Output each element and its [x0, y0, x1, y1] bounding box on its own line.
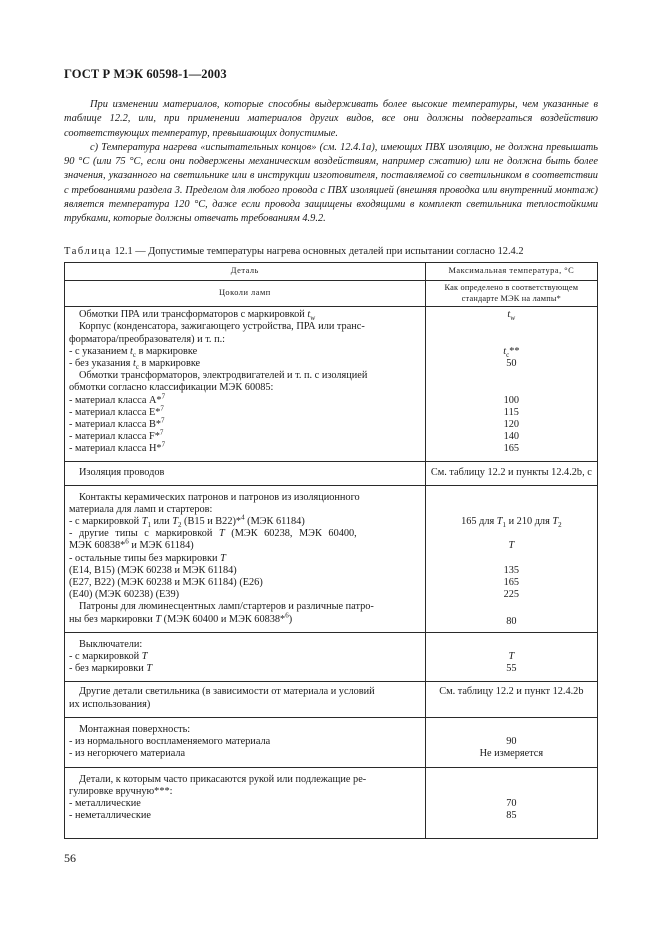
value-line: 70	[506, 797, 517, 809]
value-line: 165 для $T_1$ и 210 для $T_2$	[461, 516, 562, 530]
value-line	[430, 382, 593, 394]
value-line	[430, 601, 593, 613]
value-line: См. таблицу 12.2 и пункт 12.4.2b	[439, 686, 584, 698]
section-windings-part	[65, 307, 426, 462]
part-line: материала для ламп и стартеров:	[69, 503, 213, 515]
value-line	[430, 774, 593, 786]
value-line	[430, 553, 593, 565]
section-touched-parts-values	[425, 767, 597, 839]
value-line: $t_w$	[507, 309, 516, 323]
value-line: 165	[503, 443, 520, 455]
part-line: Изоляция проводов	[79, 467, 165, 479]
value-line: T	[508, 540, 515, 552]
value-line: 100	[503, 394, 520, 406]
part-line: обмотки согласно классификации МЭК 60085:	[69, 382, 274, 394]
value-line	[430, 334, 593, 346]
value-line: 85	[506, 810, 517, 822]
value-line: 120	[503, 418, 520, 430]
table-row	[65, 307, 598, 462]
part-line: Обмотки трансформаторов, электродвигателей и т. п. с изоляцией	[79, 370, 368, 382]
value-line: 225	[503, 589, 520, 601]
section-mounting-surface-values	[425, 717, 597, 767]
part-line: - другие типы с маркировкой T (МЭК 60238, МЭК 60400,	[69, 528, 357, 540]
table-row	[65, 717, 598, 767]
section-other-parts-part	[65, 682, 426, 717]
part-line: (Е27, В22) (МЭК 60238 и МЭК 61184) (Е26)	[69, 577, 263, 589]
part-line: - металлические	[69, 797, 141, 809]
part-line: - материал класса А*$^7$	[69, 392, 166, 406]
value-line: 140	[503, 431, 520, 443]
subheader-lamp-caps-value: Как определено в соответствующем стандарте МЭК на лампы*	[425, 281, 597, 307]
part-line: Выключатели:	[79, 638, 143, 650]
part-line: гулировке вручную***:	[69, 785, 173, 797]
value-line: 135	[503, 564, 520, 576]
value-line	[430, 321, 593, 333]
value-line	[430, 639, 593, 651]
table-header-row	[65, 263, 598, 281]
value-line: $t_c**$	[503, 345, 520, 359]
section-other-parts-value	[425, 682, 597, 717]
part-line: Обмотки ПРА или трансформаторов с маркировкой $t_w$	[79, 309, 316, 323]
column-header-temperature: Максимальная температура, °С	[425, 263, 597, 281]
part-line: - материал класса Е*$^7$	[69, 404, 164, 418]
part-line: - материал класса Н*$^7$	[69, 441, 166, 455]
part-line: - из нормального воспламеняемого материала	[69, 736, 271, 748]
section-switches-values	[425, 632, 597, 682]
part-line: - с маркировкой T	[69, 651, 148, 663]
intro-text	[64, 98, 598, 227]
section-wire-insulation-value	[425, 462, 597, 485]
value-line	[430, 504, 593, 516]
section-switches-part	[65, 632, 426, 682]
part-line: - материал класса В*$^7$	[69, 416, 165, 431]
section-lampholder-contacts-part	[65, 485, 426, 632]
table-row	[65, 767, 598, 839]
part-line: Патроны для люминесцентных ламп/стартеров и различные патро-	[79, 601, 374, 613]
part-line: - без указания $t_c$ в маркировке	[69, 358, 201, 372]
temperature-table	[64, 262, 598, 839]
intro-paragraph-2: с) Температура нагрева «испытательных концов» (см. 12.4.1а), имеющих ПВХ изоляцию, не должна превышать 90 °С (или 75 °С, если они подвержены механическим воздействиям, например сжатию) или не должна быть более значения, указанного на светильнике или в инструкции изготовителя, поставляемой со светильником в соответствии с требованиями раздела 3. Пределом для любого провода с ПВХ изоляцией (внешняя проводка или внутренний монтаж) является температура 120 °С, даже если провода защищены входящими в комплект светильника теплостойкими трубками, которые должны отвечать требованиям 4.9.2.	[64, 141, 598, 225]
table-row	[65, 682, 598, 717]
table-caption	[64, 246, 604, 257]
intro-paragraph-1: При изменении материалов, которые способны выдерживать более высокие температуры, чем указанные в таблице 12.2, или, при применении материалов других видов, все они должны подвергаться воздействию соответствующих температур, превышающих допустимые.	[64, 99, 598, 139]
part-line: Контакты керамических патронов и патронов из изоляционного	[79, 491, 360, 503]
section-wire-insulation-part	[65, 462, 426, 485]
part-line: Другие детали светильника (в зависимости от материала и условий	[79, 686, 375, 698]
table-caption-text: 12.1 — Допустимые температуры нагрева основных деталей при испытании согласно 12.4.2	[114, 246, 524, 257]
part-line: Монтажная поверхность:	[79, 723, 191, 735]
value-line	[430, 786, 593, 798]
value-line: 165	[503, 576, 520, 588]
part-line: - остальные типы без маркировки T	[69, 552, 226, 564]
value-line: 55	[506, 663, 517, 675]
part-line: их использования)	[69, 698, 151, 710]
section-touched-parts-part	[65, 767, 426, 839]
value-line	[430, 528, 593, 540]
column-header-part: Деталь	[65, 263, 426, 281]
table-caption-label: Таблица	[64, 246, 112, 257]
part-line: Детали, к которым часто прикасаются рукой или подлежащие ре-	[79, 773, 367, 785]
value-line	[430, 724, 593, 736]
part-line: Корпус (конденсатора, зажигающего устройства, ПРА или транс-	[79, 321, 365, 333]
part-line: ны без маркировки T (МЭК 60400 и МЭК 60838*$^6$)	[69, 611, 293, 625]
part-line: - с маркировкой $T_1$ или $T_2$ (В15 и В22)*$^4$ (МЭК 61184)	[69, 513, 305, 530]
document-header: ГОСТ Р МЭК 60598-1—2003	[64, 67, 227, 81]
part-line: - без маркировки T	[69, 663, 153, 675]
table-subheader-row	[65, 281, 598, 307]
part-line: (Е14, В15) (МЭК 60238 и МЭК 61184)	[69, 564, 237, 576]
value-line	[430, 492, 593, 504]
subheader-lamp-caps: Цоколи ламп	[65, 281, 426, 307]
section-windings-values	[425, 307, 597, 462]
part-line: - неметаллические	[69, 810, 151, 822]
value-line: 115	[503, 406, 519, 418]
part-line: форматора/преобразователя) и т. п.:	[69, 333, 226, 345]
table-row	[65, 462, 598, 485]
page-number: 56	[64, 851, 76, 865]
part-line: - материал класса F*$^7$	[69, 428, 164, 443]
part-line: МЭК 60838*$^6$ и МЭК 61184)	[69, 538, 194, 552]
table-row	[65, 485, 598, 632]
value-line	[430, 370, 593, 382]
value-line: 90	[506, 736, 517, 748]
section-lampholder-contacts-values	[425, 485, 597, 632]
part-line: - с указанием $t_c$ в маркировке	[69, 345, 198, 359]
value-line: 50	[506, 357, 517, 369]
value-line: Не измеряется	[479, 748, 544, 760]
part-line: - из негорючего материала	[69, 748, 186, 760]
value-line: См. таблицу 12.2 и пункты 12.4.2b, с	[430, 467, 592, 479]
table-row	[65, 632, 598, 682]
value-line: T	[508, 651, 515, 663]
part-line: (Е40) (МЭК 60238) (Е39)	[69, 589, 180, 601]
section-mounting-surface-part	[65, 717, 426, 767]
value-line: 80	[506, 615, 517, 627]
